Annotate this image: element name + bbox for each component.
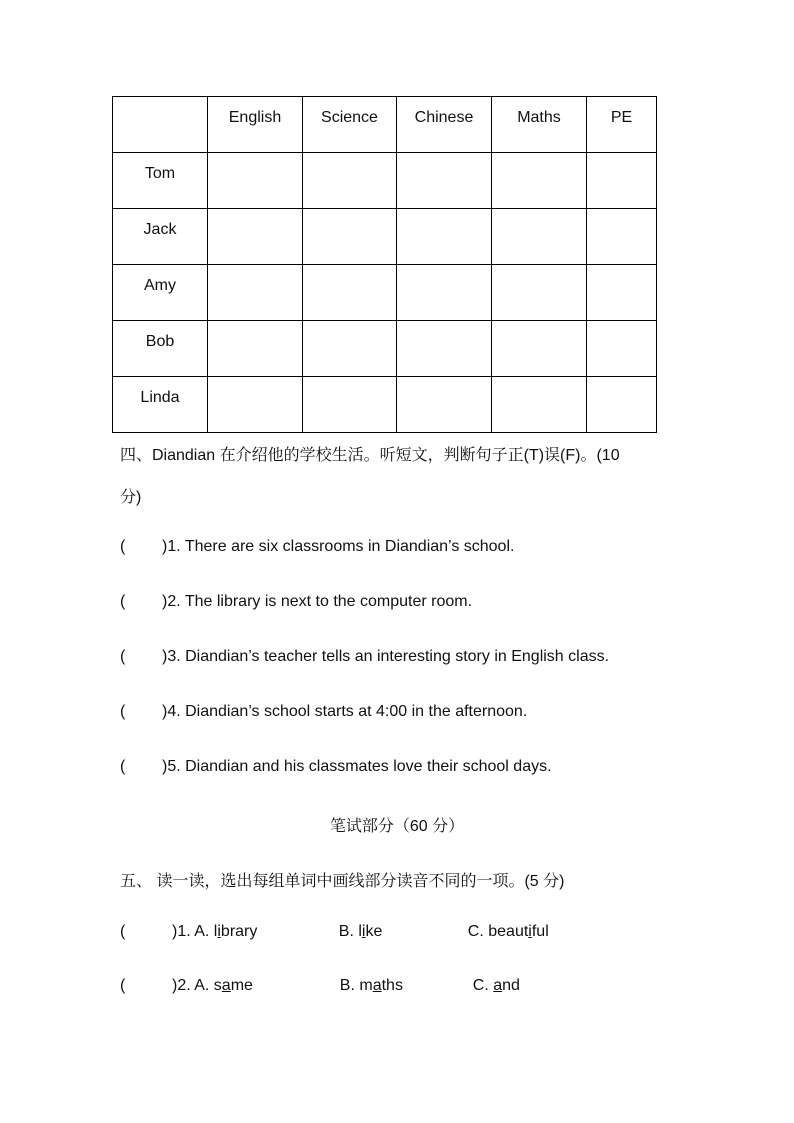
blank-cell xyxy=(492,153,587,209)
blank-cell xyxy=(587,377,657,433)
blank-cell xyxy=(397,153,492,209)
section4-title-line2: 分) xyxy=(120,489,142,506)
tf-question-4 xyxy=(120,703,527,721)
answer-bracket[interactable]: ( xyxy=(120,648,126,665)
tf-question-2 xyxy=(120,593,472,611)
section4-title-line1: 四、Diandian 在介绍他的学校生活。听短文，判断句子正(T)误(F)。(10 xyxy=(120,447,620,464)
blank-cell xyxy=(397,209,492,265)
table-row xyxy=(113,153,657,209)
blank-cell xyxy=(208,153,303,209)
answer-bracket[interactable]: ( xyxy=(120,977,126,994)
tf-question-3 xyxy=(120,648,609,666)
blank-cell xyxy=(303,377,397,433)
header-cell-science: Science xyxy=(303,97,397,153)
row-name: Jack xyxy=(113,209,208,265)
blank-cell xyxy=(492,209,587,265)
option-b: B. like xyxy=(338,923,383,940)
blank-cell xyxy=(492,321,587,377)
blank-cell xyxy=(208,321,303,377)
header-cell-maths: Maths xyxy=(492,97,587,153)
answer-bracket[interactable]: ( xyxy=(120,923,126,940)
row-name: Tom xyxy=(113,153,208,209)
blank-cell xyxy=(303,209,397,265)
question-number: )2. A. xyxy=(172,977,214,994)
blank-cell xyxy=(303,321,397,377)
section5-title: 五、 读一读，选出每组单词中画线部分读音不同的一项。(5 分) xyxy=(120,873,565,890)
header-cell-pe: PE xyxy=(587,97,657,153)
phonics-question-1 xyxy=(120,923,549,941)
question-text: )1. There are six classrooms in Diandian’s school. xyxy=(162,538,515,555)
blank-cell xyxy=(208,265,303,321)
blank-cell xyxy=(397,265,492,321)
table-header-row xyxy=(113,97,657,153)
question-number: )1. A. xyxy=(172,923,214,940)
blank-cell xyxy=(208,377,303,433)
blank-cell xyxy=(303,265,397,321)
option-a: same xyxy=(213,977,253,994)
blank-cell xyxy=(492,265,587,321)
option-a: library xyxy=(213,923,258,940)
question-text: )2. The library is next to the computer room. xyxy=(162,593,473,610)
blank-cell xyxy=(208,209,303,265)
question-text: )3. Diandian’s teacher tells an interesting story in English class. xyxy=(162,648,610,665)
tf-question-5 xyxy=(120,758,552,776)
option-c: C. and xyxy=(472,977,520,994)
tf-question-1 xyxy=(120,538,514,556)
option-c: C. beautiful xyxy=(467,923,549,940)
blank-cell xyxy=(397,321,492,377)
score-table xyxy=(112,96,657,433)
blank-cell xyxy=(587,265,657,321)
blank-cell xyxy=(587,209,657,265)
written-part-heading: 笔试部分（60 分） xyxy=(329,818,465,835)
row-name: Amy xyxy=(113,265,208,321)
header-cell-empty xyxy=(113,97,208,153)
row-name: Bob xyxy=(113,321,208,377)
question-text: )5. Diandian and his classmates love their school days. xyxy=(162,758,552,775)
phonics-question-2 xyxy=(120,977,520,995)
header-cell-chinese: Chinese xyxy=(397,97,492,153)
blank-cell xyxy=(492,377,587,433)
answer-bracket[interactable]: ( xyxy=(120,593,126,610)
table-row xyxy=(113,377,657,433)
answer-bracket[interactable]: ( xyxy=(120,538,126,555)
question-text: )4. Diandian’s school starts at 4:00 in the afternoon. xyxy=(162,703,528,720)
blank-cell xyxy=(587,321,657,377)
header-cell-english: English xyxy=(208,97,303,153)
table-row xyxy=(113,265,657,321)
answer-bracket[interactable]: ( xyxy=(120,758,126,775)
answer-bracket[interactable]: ( xyxy=(120,703,126,720)
row-name: Linda xyxy=(113,377,208,433)
table-row xyxy=(113,209,657,265)
option-b: B. maths xyxy=(339,977,403,994)
table-row xyxy=(113,321,657,377)
blank-cell xyxy=(303,153,397,209)
blank-cell xyxy=(397,377,492,433)
blank-cell xyxy=(587,153,657,209)
